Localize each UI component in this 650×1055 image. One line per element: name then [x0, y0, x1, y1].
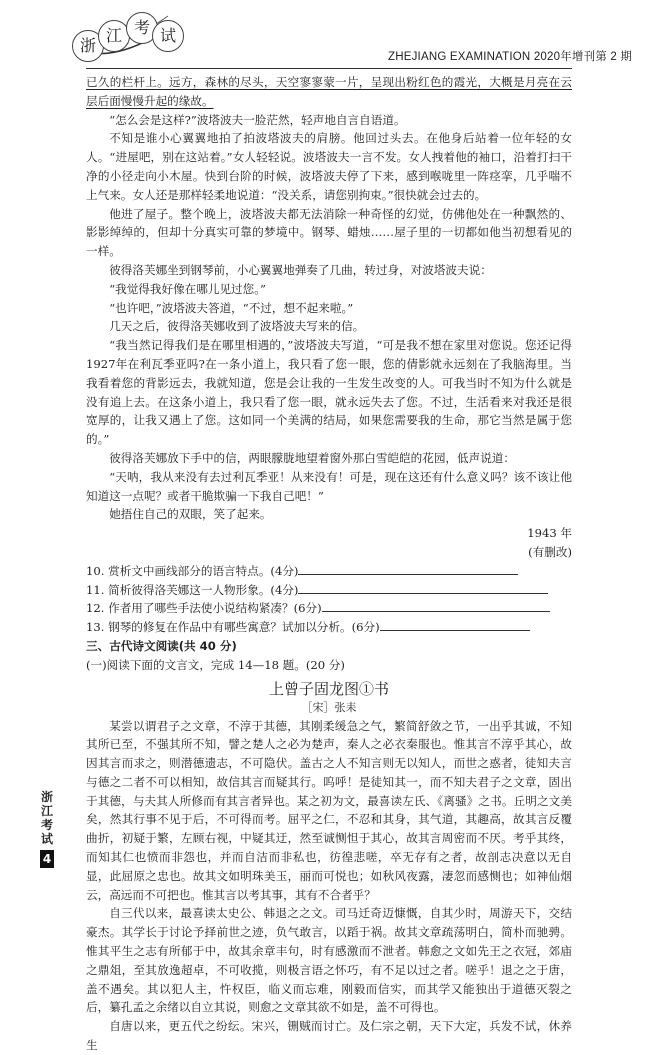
story-paragraph: “也许吧，”波塔波夫答道，“不过，想不起来啦。”: [109, 300, 354, 315]
header-divider: [86, 68, 572, 69]
story-paragraph: “我觉得我好像在哪儿见过您。”: [109, 281, 266, 296]
story-paragraph: 彼得洛芙娜坐到钢琴前，小心翼翼地弹奏了几曲，转过身，对波塔波夫说：: [109, 262, 492, 277]
story-paragraph: 她捂住自己的双眼，笑了起来。: [109, 507, 272, 522]
question-11: [86, 581, 572, 600]
underlined-passage: 已久的栏杆上。远方，森林的尽头，天空寥寥蒙一片，呈现出粉红色的霞光，大概是月亮在云层后面慢慢升起的缘故。: [86, 75, 572, 108]
story-paragraph: 彼得洛芙娜放下手中的信，两眼朦胧地望着窗外那白雪皑皑的花园，低声说道：: [109, 450, 515, 465]
answer-line: [298, 564, 518, 575]
answer-line: [298, 583, 548, 594]
side-label: 浙江考试: [40, 790, 53, 846]
page-number: 4: [40, 850, 54, 868]
story-paragraph: 他进了屋子。整个晚上，波塔波夫都无法消除一种奇怪的幻觉，仿佛他处在一种飘然的、影影绰绰的，但却十分真实可靠的梦境中。钢琴、蜡烛……屋子里的一切都如他当初想看见的一样。: [86, 206, 572, 259]
logo-char-4: 试: [152, 20, 184, 52]
section-heading: 三、古代诗文阅读(共 40 分): [86, 638, 237, 653]
story-year: 1943 年: [527, 526, 572, 541]
question-text: 12. 作者用了哪些手法使小说结构紧凑？(6分): [86, 601, 322, 616]
story-paragraph: “怎么会是这样?”波塔波夫一脸茫然，轻声地自言自语道。: [109, 112, 406, 127]
classical-paragraph: 某尝以谓君子之文章，不淳于其德，其刚柔缓急之气，繁简舒敛之节，一出乎其诚，不知其所已至，不强其所不知，譬之楚人之必为楚声，秦人之必衣秦服也。惟其言不淳乎其心，故因其言而求之，则潜德遗志，不可隐伏。盖古之人不知言则无以知人，而世之惑者，徒知夫言与德之二者不可以相知，故信其言而疑其行。呜呼！是徒知其一，而不知夫君子之文章，固出于其德，与夫其人所修而有其言者异也。某之初为文，最喜读左氏、《离骚》之书。丘明之文美矣，然其行事不见于后，不可得而考。屈平之仁，不忍和其身，其气道，其趣高，故其言反覆曲折，初疑于繁，左顾右视，中疑其迂，然至诚恻怛于其心，故其言周密而不厌。考乎其终，而知其仁也愤而非怨也，并而自洁而非私也，彷徨悲嗟，卒无存有之者，故剖志决意以无自显，此屈原之忠也。故其文如明珠美玉，丽而可悦也；如秋风夜露，凄忽而感恻也；如神仙烟云，高远而不可把也。惟其言以考其事，其有不合者乎？: [86, 718, 572, 902]
question-text: 13. 钢琴的修复在作品中有哪些寓意？试加以分析。(6分): [86, 620, 380, 635]
section-subheading: (一)阅读下面的文言文，完成 14—18 题。(20 分): [86, 657, 345, 672]
logo-char-2: 江: [98, 20, 130, 52]
story-paragraph: 几天之后，彼得洛芙娜收到了波塔波夫写来的信。: [109, 319, 365, 334]
logo-char-3: 考: [126, 12, 158, 44]
issue-label: ZHEJIANG EXAMINATION 2020年增刊第 2 期: [388, 51, 633, 63]
question-text: 11. 简析彼得洛芙娜这一人物形象。(4分): [86, 582, 299, 597]
side-tab: [40, 790, 54, 868]
classical-paragraph: 自唐以来，更五代之纷纭。宋兴，铏贼而讨亡。及仁宗之朝，天下大定，兵发不试，休养生: [86, 1019, 572, 1053]
story-paragraph: “我当然记得我们是在哪里相遇的，”波塔波夫写道，“可是我不想在家里对您说。您还记得1927年在利瓦季亚吗?在一条小道上，我只看了您一眼，您的倩影就永远刻在了我脑海里。当我看着您的背影远去，我就知道，您是会让我的一生发生改变的人。可我当时不知为什么就是没有追上去。在这条小道上，我只看了您一眼，就永远失去了您。不过，生活看来对我还是很宽厚的，让我又遇上了您。这如同一个美满的结局，如果您需要我的生命，那它当然是属于您的。”: [86, 338, 572, 447]
article-body: [86, 73, 572, 1055]
question-13: [86, 618, 572, 637]
logo-char-1: 浙: [72, 30, 104, 62]
story-paragraph: 不知是谁小心翼翼地拍了拍波塔波夫的肩膀。他回过头去。在他身后站着一位年轻的女人。“进屋吧，别在这站着。”女人轻轻说。波塔波夫一言不发。女人拽着他的袖口，沿着打扫干净的小径走向小木屋。快到台阶的时候，波塔波夫停了下来，感到喉咙里一阵痉挛，几乎喘不上气来。女人还是那样轻柔地说道：“没关系，请您别拘束。”很快就会过去的。: [86, 131, 572, 202]
classical-text-title: 上曾子固龙图①书: [268, 679, 389, 698]
answer-line: [380, 620, 530, 631]
story-paragraph: “天呐，我从来没有去过利瓦季亚！从来没有！可是，现在这还有什么意义吗？该不该让他知道这一点呢？或者干脆欺骗一下我自己吧！”: [86, 469, 572, 503]
question-text: 10. 赏析文中画线部分的语言特点。(4分): [86, 563, 299, 578]
question-10: [86, 562, 572, 581]
story-note: (有删改): [528, 544, 572, 559]
classical-paragraph: 自三代以来，最喜读太史公、韩退之之文。司马迁奇迈慷慨，自其少时，周游天下，交结豪杰。其学长于讨论予择前世之迹，负气敢言，以蹈于祸。故其文章疏荡明白，简朴而驰骋。惟其平生之志有所郁于中，故其余章丰句，时有感激而不泄者。韩愈之文如先王之衣冠，郊庙之鼎俎，至其放逸超卓，不可收揽，则极言语之怀巧，有不足以过之者。嗟乎！退之之于唐，盖不遇矣。其以犯人主，忤权臣，临义而忘难，刚毅而信实，而其学又能独出于道德灭裂之后，纂孔孟之余绪以自立其说，则愈之文章其欲不如是，盖不可得也。: [86, 906, 572, 1015]
question-12: [86, 599, 572, 618]
classical-text-author: ［宋］张耒: [301, 700, 357, 714]
story-paragraph-underlined: [86, 73, 572, 111]
answer-line: [322, 601, 550, 612]
journal-logo: [72, 8, 182, 68]
page-header: [0, 0, 650, 70]
